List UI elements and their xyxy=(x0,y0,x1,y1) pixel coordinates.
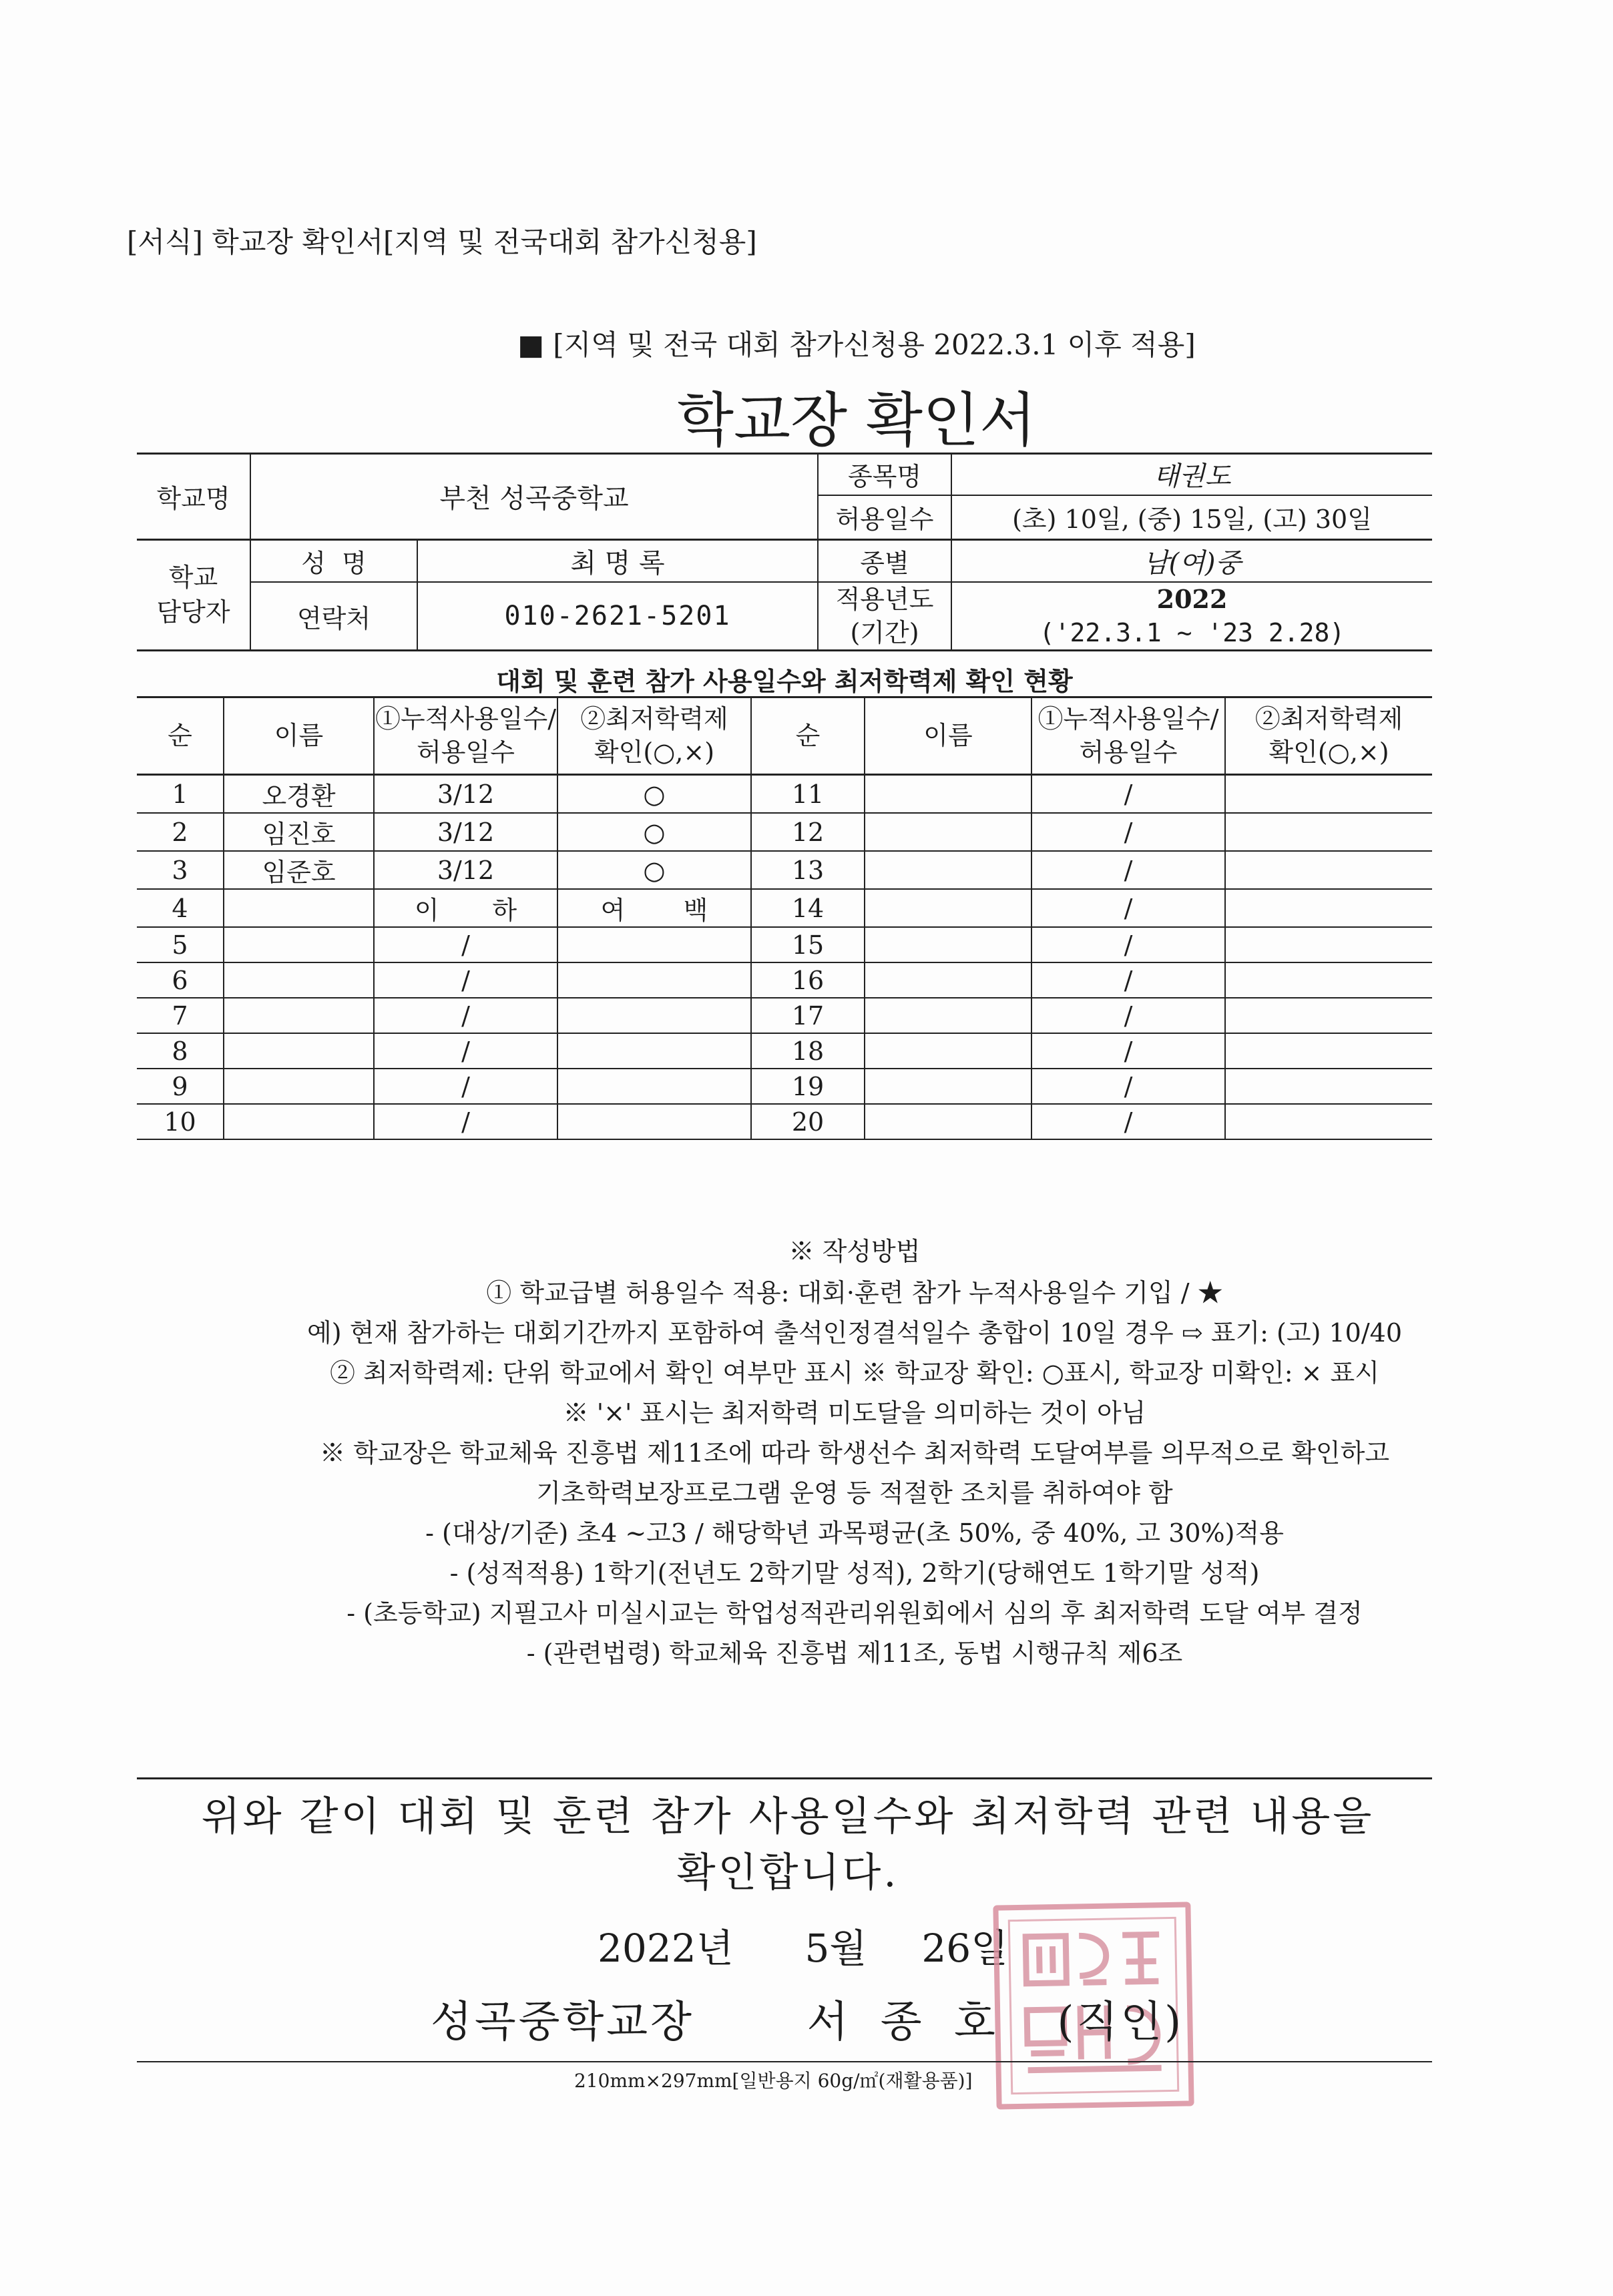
cell-left-name xyxy=(224,1069,374,1104)
cell-left-name xyxy=(224,927,374,962)
instruction-line: 예) 현재 참가하는 대회기간까지 포함하여 출석인정결석일수 총합이 10일 경우 ⇨ 표기: (고) 10/40 xyxy=(306,1318,1402,1348)
cell-left-check: ○ xyxy=(557,813,751,851)
cell-left-name: 임준호 xyxy=(224,851,374,889)
table-row xyxy=(137,813,1432,851)
blank-marker-char: 백 xyxy=(683,896,708,925)
header-days-right-line2: 허용일수 xyxy=(1079,738,1178,767)
cell-left-no: 8 xyxy=(137,1033,224,1069)
signer-name: 서 종 호 xyxy=(806,1998,1005,2047)
cell-left-no: 1 xyxy=(137,775,224,814)
year-label xyxy=(818,582,951,651)
cell-right-days: / xyxy=(1031,998,1225,1033)
name-value: 최 명 록 xyxy=(417,539,818,582)
cell-left-days: / xyxy=(374,1069,557,1104)
cell-right-name xyxy=(865,1033,1031,1069)
seal-label: (직인) xyxy=(1057,1998,1184,2047)
table-row xyxy=(137,998,1432,1033)
cell-right-no: 18 xyxy=(751,1033,865,1069)
cell-right-days: / xyxy=(1031,889,1225,927)
manager-label-line2: 담당자 xyxy=(156,597,230,627)
header-days-line1: ①누적사용일수/ xyxy=(375,704,557,734)
cell-right-name xyxy=(865,1069,1031,1104)
issue-date xyxy=(598,1917,1008,1973)
cell-right-check xyxy=(1225,813,1432,851)
school-label: 학교명 xyxy=(137,454,250,539)
date-year: 2022년 xyxy=(598,1926,734,1971)
cell-left-name xyxy=(224,1104,374,1139)
manager-label xyxy=(137,539,250,651)
header-days-right-line1: ①누적사용일수/ xyxy=(1038,704,1219,734)
cell-left-name xyxy=(224,998,374,1033)
cell-left-check xyxy=(557,1033,751,1069)
instruction-line: - (관련법령) 학교체육 진흥법 제11조, 동법 시행규칙 제6조 xyxy=(526,1639,1183,1668)
page-title: 학교장 확인서 xyxy=(676,386,1037,455)
confirmation-line1: 위와 같이 대회 및 훈련 참가 사용일수와 최저학력 관련 내용을 xyxy=(201,1793,1375,1840)
subtitle: ■ [지역 및 전국 대회 참가신청용 2022.3.1 이후 적용] xyxy=(517,328,1196,361)
instruction-line: 기초학력보장프로그램 운영 등 적절한 조치를 취하여야 함 xyxy=(536,1478,1173,1508)
cell-right-no: 13 xyxy=(751,851,865,889)
cell-right-check xyxy=(1225,962,1432,998)
form-label: [서식] 학교장 확인서[지역 및 전국대회 참가신청용] xyxy=(127,226,757,258)
header-academic-right-line1: ②최저학력제 xyxy=(1254,704,1403,734)
date-day: 26일 xyxy=(921,1926,1009,1971)
cell-right-days: / xyxy=(1031,1033,1225,1069)
cell-right-no: 15 xyxy=(751,927,865,962)
cell-right-check xyxy=(1225,1033,1432,1069)
cell-left-days: / xyxy=(374,1033,557,1069)
cell-left-no: 2 xyxy=(137,813,224,851)
date-month: 5월 xyxy=(804,1926,867,1971)
contact-value: 010-2621-5201 xyxy=(417,582,818,651)
cell-left-days: 3/12 xyxy=(374,851,557,889)
header-name-right: 이름 xyxy=(865,697,1031,775)
blank-marker-cell xyxy=(374,889,557,927)
blank-marker-char: 하 xyxy=(492,896,517,925)
cell-left-no: 4 xyxy=(137,889,224,927)
gender-value: 남(여)중 xyxy=(951,539,1432,582)
cell-left-check xyxy=(557,1104,751,1139)
cell-right-check xyxy=(1225,1104,1432,1139)
cell-left-name: 임진호 xyxy=(224,813,374,851)
instruction-line: - (초등학교) 지필고사 미실시교는 학업성적관리위원회에서 심의 후 최저학력 도달 여부 결정 xyxy=(347,1599,1363,1628)
header-academic-right-line2: 확인(○,×) xyxy=(1269,738,1389,767)
instruction-line: ② 최저학력제: 단위 학교에서 확인 여부만 표시 ※ 학교장 확인: ○표시, 학교장 미확인: × 표시 xyxy=(330,1358,1379,1388)
cell-left-days: / xyxy=(374,998,557,1033)
year-value-number: 2022 xyxy=(1156,584,1228,614)
cell-left-name xyxy=(224,962,374,998)
blank-marker-char: 이 xyxy=(414,896,439,925)
cell-left-no: 10 xyxy=(137,1104,224,1139)
year-period: ('22.3.1 ~ '23 2.28) xyxy=(1039,618,1345,647)
cell-right-check xyxy=(1225,775,1432,814)
info-table xyxy=(137,454,1432,651)
confirmation-line2: 확인합니다. xyxy=(676,1849,899,1896)
table-row xyxy=(137,775,1432,814)
instruction-line: - (대상/기준) 초4 ~고3 / 해당학년 과목평균(초 50%, 중 40%, 고 30%)적용 xyxy=(425,1518,1284,1548)
instructions-heading: ※ 작성방법 xyxy=(788,1237,921,1266)
header-no: 순 xyxy=(137,697,224,775)
header-no-right: 순 xyxy=(751,697,865,775)
instruction-line: ※ '×' 표시는 최저학력 미도달을 의미하는 것이 아님 xyxy=(563,1398,1146,1428)
cell-right-days: / xyxy=(1031,1069,1225,1104)
cell-left-days: / xyxy=(374,927,557,962)
signer-title: 성곡중학교장 xyxy=(431,1998,694,2047)
table-row xyxy=(137,962,1432,998)
cell-right-name xyxy=(865,962,1031,998)
table-row xyxy=(137,889,1432,927)
gender-label: 종별 xyxy=(818,539,951,582)
school-value: 부천 성곡중학교 xyxy=(250,454,818,539)
cell-right-name xyxy=(865,927,1031,962)
cell-left-name: 오경환 xyxy=(224,775,374,814)
cell-left-check: ○ xyxy=(557,775,751,814)
header-academic xyxy=(557,697,751,775)
cell-right-no: 17 xyxy=(751,998,865,1033)
cell-right-no: 12 xyxy=(751,813,865,851)
cell-left-no: 3 xyxy=(137,851,224,889)
name-label: 성 명 xyxy=(250,539,417,582)
header-days-right xyxy=(1031,697,1225,775)
table-row xyxy=(137,1033,1432,1069)
cell-right-name xyxy=(865,1104,1031,1139)
footer-paper-spec: 210mm×297mm[일반용지 60g/㎡(재활용품)] xyxy=(574,2070,973,2092)
cell-left-no: 6 xyxy=(137,962,224,998)
cell-right-days: / xyxy=(1031,851,1225,889)
table-row xyxy=(137,851,1432,889)
cell-right-name xyxy=(865,851,1031,889)
blank-marker-cell xyxy=(557,889,751,927)
cell-right-no: 14 xyxy=(751,889,865,927)
table-row xyxy=(137,1069,1432,1104)
cell-left-days: 3/12 xyxy=(374,813,557,851)
cell-right-name xyxy=(865,813,1031,851)
cell-right-no: 20 xyxy=(751,1104,865,1139)
cell-left-no: 7 xyxy=(137,998,224,1033)
cell-left-check: ○ xyxy=(557,851,751,889)
cell-right-no: 11 xyxy=(751,775,865,814)
cell-right-no: 19 xyxy=(751,1069,865,1104)
cell-left-name xyxy=(224,889,374,927)
cell-right-check xyxy=(1225,998,1432,1033)
cell-left-days: / xyxy=(374,962,557,998)
contact-label: 연락처 xyxy=(250,582,417,651)
cell-right-days: / xyxy=(1031,775,1225,814)
table-row xyxy=(137,1104,1432,1139)
cell-right-no: 16 xyxy=(751,962,865,998)
cell-right-name xyxy=(865,775,1031,814)
header-days xyxy=(374,697,557,775)
cell-left-days: 3/12 xyxy=(374,775,557,814)
confirmation-text xyxy=(134,1789,1442,1901)
header-days-line2: 허용일수 xyxy=(417,738,515,767)
cell-right-days: / xyxy=(1031,1104,1225,1139)
cell-right-check xyxy=(1225,889,1432,927)
cell-right-days: / xyxy=(1031,927,1225,962)
cell-left-check xyxy=(557,998,751,1033)
cell-left-check xyxy=(557,927,751,962)
blank-marker-char: 여 xyxy=(600,896,626,925)
header-name: 이름 xyxy=(224,697,374,775)
instructions xyxy=(134,1231,1576,1673)
cell-left-days: / xyxy=(374,1104,557,1139)
cell-left-check xyxy=(557,1069,751,1104)
manager-label-line1: 학교 xyxy=(168,563,218,593)
year-label-line1: 적용년도 xyxy=(835,585,934,614)
allowed-days-label: 허용일수 xyxy=(818,495,951,539)
cell-right-days: / xyxy=(1031,813,1225,851)
cell-right-check xyxy=(1225,851,1432,889)
header-academic-line2: 확인(○,×) xyxy=(594,738,715,767)
cell-left-name xyxy=(224,1033,374,1069)
cell-right-check xyxy=(1225,1069,1432,1104)
cell-right-check xyxy=(1225,927,1432,962)
cell-right-name xyxy=(865,889,1031,927)
instruction-line: - (성적적용) 1학기(전년도 2학기말 성적), 2학기(당해연도 1학기말 성적) xyxy=(449,1558,1260,1588)
student-table xyxy=(137,697,1432,1140)
allowed-days-value: (초) 10일, (중) 15일, (고) 30일 xyxy=(951,495,1432,539)
cell-left-check xyxy=(557,962,751,998)
table-title: 대회 및 훈련 참가 사용일수와 최저학력제 확인 현황 xyxy=(496,666,1073,696)
sport-value: 태권도 xyxy=(951,454,1432,495)
year-label-line2: (기간) xyxy=(850,618,919,647)
year-value xyxy=(951,582,1432,651)
cell-right-days: / xyxy=(1031,962,1225,998)
cell-left-no: 9 xyxy=(137,1069,224,1104)
header-academic-line1: ②최저학력제 xyxy=(580,704,728,734)
instruction-line: ※ 학교장은 학교체육 진흥법 제11조에 따라 학생선수 최저학력 도달여부를 의무적으로 확인하고 xyxy=(319,1438,1390,1468)
signer xyxy=(431,1988,1184,2049)
header-academic-right xyxy=(1225,697,1432,775)
sport-label: 종목명 xyxy=(818,454,951,495)
table-row xyxy=(137,927,1432,962)
instruction-line: ① 학교급별 허용일수 적용: 대회·훈련 참가 누적사용일수 기입 / ★ xyxy=(486,1278,1223,1308)
cell-left-no: 5 xyxy=(137,927,224,962)
cell-right-name xyxy=(865,998,1031,1033)
